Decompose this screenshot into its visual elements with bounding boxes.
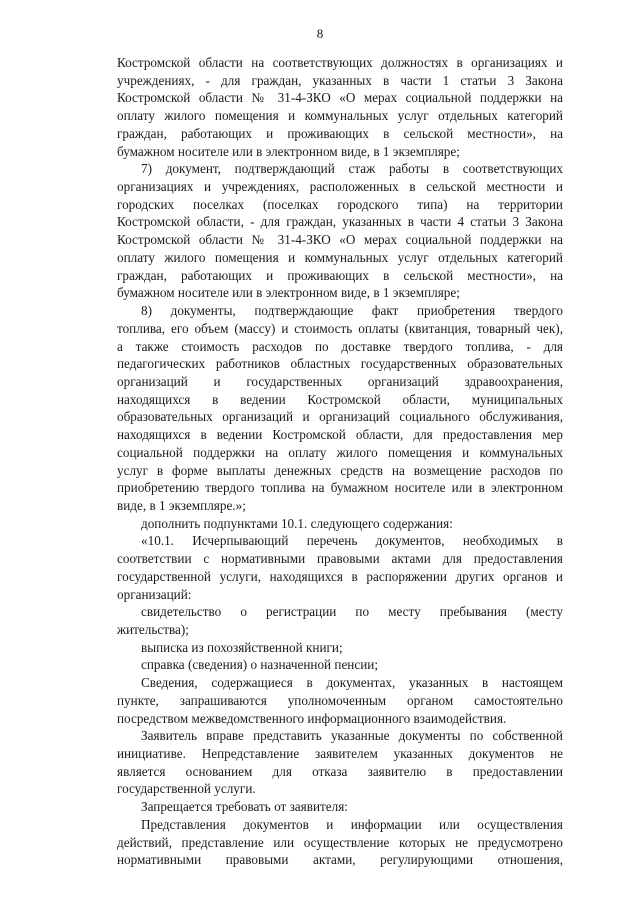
text-line: «10.1. Исчерпывающий перечень документов, необходимых в [141,533,563,549]
text-line: справка (сведения) о назначенной пенсии; [141,657,378,673]
text-line: граждан, работающих и проживающих в сельской местности», на [117,125,563,141]
text-line: а также стоимость расходов по доставке твердого топлива, - для [117,338,563,354]
text-line: услуг в форме выплаты денежных средств на возмещение расходов по [117,462,563,478]
text-line: социальной поддержки на оплату жилого помещения и коммунальных [117,444,563,460]
text-line: образовательных организаций и организаций социального обслуживания, [117,409,563,425]
text-line: учреждениях, - для граждан, указанных в части 1 статьи 3 Закона [117,72,563,88]
text-line: организаций и государственных организаций здравоохранения, [117,373,563,389]
text-line: топлива, его объем (массу) и стоимость оплаты (квитанция, товарный чек), [117,320,563,336]
text-line: инициативе. Непредставление заявителем указанных документов не [117,746,563,762]
text-line: выписка из похозяйственной книги; [141,639,343,655]
text-line: Запрещается требовать от заявителя: [141,799,348,815]
text-line: 7) документ, подтверждающий стаж работы в соответствующих [141,161,563,177]
page-number: 8 [316,26,324,41]
text-line: находящихся в ведении Костромской области, муниципальных [117,391,563,407]
text-line: оплату жилого помещения и коммунальных услуг отдельных категорий [117,249,563,265]
document-body [117,54,563,869]
text-line: свидетельство о регистрации по месту пребывания (месту [141,604,563,620]
text-line: бумажном носителе или в электронном виде, в 1 экземпляре; [117,285,460,301]
text-line: государственной услуги. [117,781,256,797]
text-line: оплату жилого помещения и коммунальных услуг отдельных категорий [117,108,563,124]
text-line: жительства); [117,622,189,637]
text-line: Костромской области на соответствующих должностях в организациях и [117,55,563,70]
text-line: посредством межведомственного информационного взаимодействия. [117,710,507,726]
text-line: соответствии с нормативными правовыми актами для предоставления [117,551,563,567]
text-line: дополнить подпунктами 10.1. следующего содержания: [141,515,453,531]
text-line: действий, представление или осуществление которых не предусмотрено [117,834,563,850]
text-line: виде, в 1 экземпляре.»; [117,497,246,513]
text-line: пункте, запрашиваются уполномоченным органом самостоятельно [117,692,563,708]
text-line: 8) документы, подтверждающие факт приобретения твердого [141,303,563,319]
text-line: граждан, работающих и проживающих в сельской местности», на [117,267,563,283]
text-line: нормативными правовыми актами, регулирующими отношения, [117,852,563,868]
text-line: городских поселках (поселках городского типа) на территории [117,196,563,212]
text-line: является основанием для отказа заявителю в предоставлении [117,763,563,779]
text-line: Заявитель вправе представить указанные документы по собственной [141,728,563,744]
text-line: государственной услуги, находящихся в распоряжении других органов и [117,568,563,584]
text-line: Костромской области № 31-4-ЗКО «О мерах социальной поддержки на [117,90,563,106]
text-line: находящихся в ведении Костромской области, для предоставления мер [117,427,563,443]
text-line: Костромской области, - для граждан, указанных в части 4 статьи 3 Закона [117,214,563,230]
text-line: организациях и учреждениях, расположенных в сельской местности и [117,179,563,195]
text-line: приобретению твердого топлива на бумажном носителе или в электронном [117,480,563,496]
text-line: педагогических работников областных государственных образовательных [117,356,563,372]
text-line: Сведения, содержащиеся в документах, указанных в настоящем [141,675,563,691]
text-line: Представления документов и информации или осуществления [141,816,563,832]
text-line: организаций: [117,586,192,602]
text-line: Костромской области № 31-4-ЗКО «О мерах социальной поддержки на [117,232,563,248]
text-line: бумажном носителе или в электронном виде, в 1 экземпляре; [117,143,460,159]
